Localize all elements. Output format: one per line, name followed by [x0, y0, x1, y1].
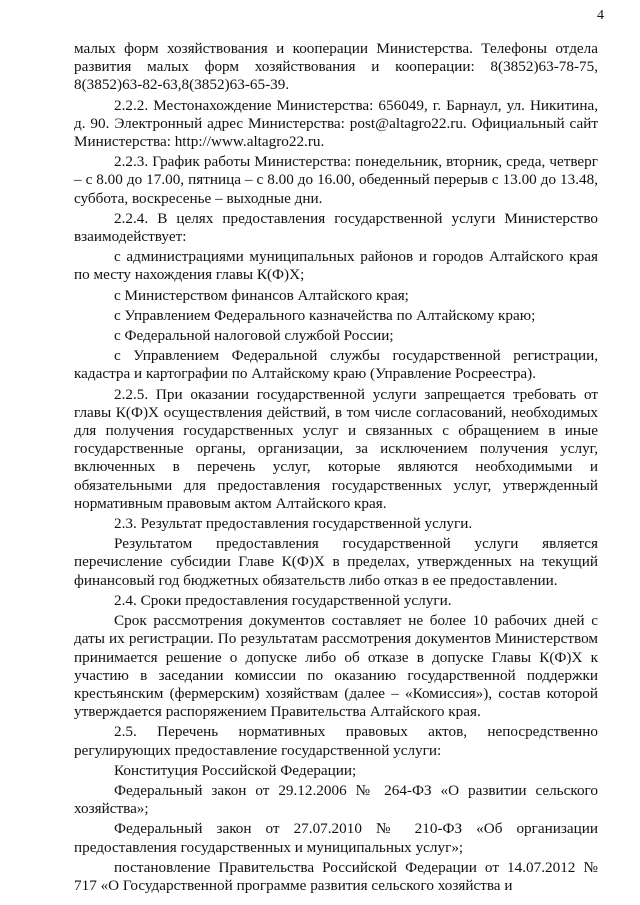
page-number: 4 — [597, 8, 604, 23]
list-item-rosreestr: с Управлением Федеральной службы государственной регистрации, кадастра и картографии по Алтайскому краю (Управление Росреестра). — [74, 347, 598, 383]
list-item-law-210: Федеральный закон от 27.07.2010 № 210-ФЗ «Об организации предоставления государственных и муниципальных услуг»; — [74, 820, 598, 856]
document-body — [74, 40, 598, 897]
paragraph-terms: Срок рассмотрения документов составляет не более 10 рабочих дней с даты их регистрации. По результатам рассмотрения документов Министерством принимается решение о допуске либо об отказе в допуске Главы К(Ф)Х к участию в заседании комиссии по оказанию государственной поддержки крестьянским (фермерским) хозяйствам (далее – «Комиссия»), состав которой утверждается распоряжением Правительства Алтайского края. — [74, 612, 598, 721]
heading-2-4: 2.4. Сроки предоставления государственной услуги. — [114, 591, 452, 609]
paragraph-2-2-3: 2.2.3. График работы Министерства: понедельник, вторник, среда, четверг – с 8.00 до 17.00, пятница – с 8.00 до 16.00, обеденный перерыв с 13.00 до 13.48, суббота, воскресенье – выходные дни. — [74, 153, 598, 207]
paragraph-contacts-continued: малых форм хозяйствования и кооперации Министерства. Телефоны отдела развития малых форм хозяйствования и кооперации: 8(3852)63-78-75, 8(3852)63-82-63,8(3852)63-65-39. — [74, 40, 598, 94]
list-item-municipal-administrations: с администрациями муниципальных районов и городов Алтайского края по месту нахождения главы К(Ф)Х; — [74, 248, 598, 284]
paragraph-result: Результатом предоставления государственной услуги является перечисление субсидии Главе К(Ф)Х в пределах, утвержденных на текущий финансовый год бюджетных обязательств либо отказ в ее предоставлении. — [74, 535, 598, 589]
paragraph-2-2-5: 2.2.5. При оказании государственной услуги запрещается требовать от главы К(Ф)Х осуществления действий, в том числе согласований, необходимых для получения государственных услуг и связанных с обращением в иные государственные органы, организации, за исключением получения услуг, включенных в перечень услуг, которые являются необходимыми и обязательными для предоставления государственных услуг, утвержденный нормативным правовым актом Алтайского края. — [74, 385, 598, 512]
heading-2-3: 2.3. Результат предоставления государственной услуги. — [114, 515, 473, 533]
paragraph-2-2-2: 2.2.2. Местонахождение Министерства: 656049, г. Барнаул, ул. Никитина, д. 90. Электронный адрес Министерства: post@altagro22.ru. Официальный сайт Министерства: http://www.altagro22.ru. — [74, 96, 598, 151]
list-item-tax-service: с Федеральной налоговой службой России; — [114, 327, 394, 345]
list-item-constitution: Конституция Российской Федерации; — [114, 761, 357, 779]
paragraph-2-5: 2.5. Перечень нормативных правовых актов, непосредственно регулирующих предоставление государственной услуги: — [74, 723, 598, 759]
list-item-resolution-717: постановление Правительства Российской Федерации от 14.07.2012 № 717 «О Государственной программе развития сельского хозяйства и — [74, 858, 598, 894]
list-item-ministry-of-finance: с Министерством финансов Алтайского края; — [114, 286, 409, 304]
list-item-federal-treasury: с Управлением Федерального казначейства по Алтайскому краю; — [114, 306, 536, 324]
paragraph-2-2-4: 2.2.4. В целях предоставления государственной услуги Министерство взаимодействует: — [74, 209, 598, 246]
list-item-law-264: Федеральный закон от 29.12.2006 № 264-ФЗ «О развитии сельского хозяйства»; — [74, 781, 598, 818]
